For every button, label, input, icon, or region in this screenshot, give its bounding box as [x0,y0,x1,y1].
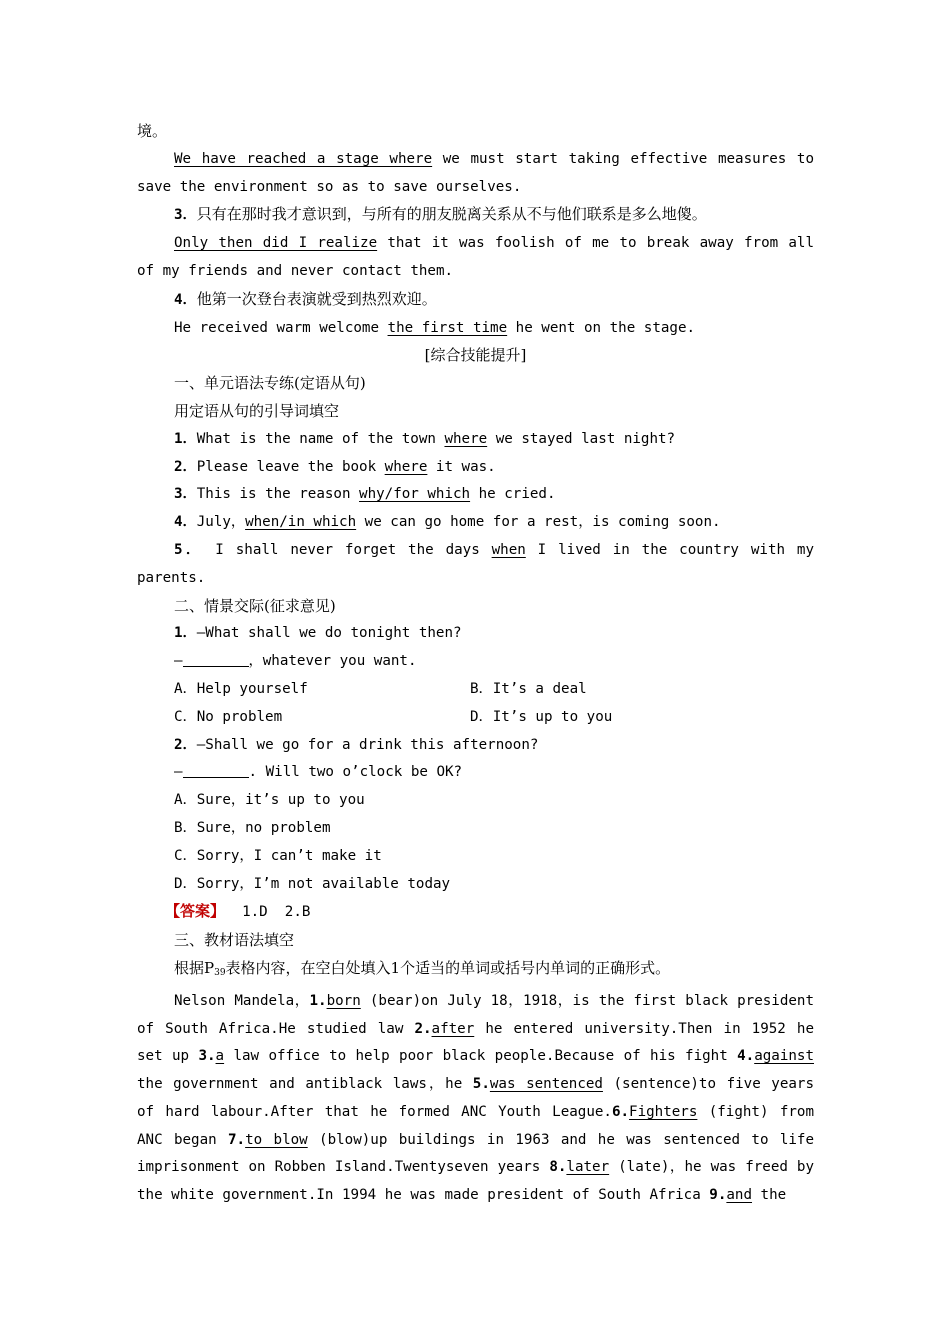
answer-underline: was sentenced [489,1076,603,1093]
option-a: A．Sure，it’s up to you [174,792,365,809]
answer-line: 【答案】 1.D 2.B [165,902,311,921]
option-b: B．It’s a deal [470,680,587,697]
passage-text: he entered university.Then in 1952 he set up [137,1020,814,1065]
fill-item: 4．July，when/in which we can go home for a rest，is coming soon. [174,514,721,531]
blank-number: 6. [611,1103,630,1120]
passage-text: (late)，he was freed by the white government.In 1994 he was made president of South Africa [137,1159,814,1204]
question-4-chinese: 4．他第一次登台表演就受到热烈欢迎。 [174,289,437,308]
passage-text: Nelson Mandela， [174,992,310,1009]
passage-text: (bear)on July 18，1918，is the first black president of South Africa.He studied law [137,992,814,1037]
passage-text: the [752,1187,787,1204]
grammar-fill-passage [137,988,814,1210]
translation-sentence-c: He received warm welcome the first time he went on the stage. [174,319,696,336]
blank-number: 7. [228,1131,246,1148]
answer-underline: a [215,1048,225,1065]
fill-item: 3．This is the reason why/for which he cried. [174,486,556,503]
answer-underline: where [444,430,488,447]
q2-response: — . Will two o’clock be OK? [137,759,814,787]
fill-item: 2．Please leave the book where it was. [174,458,496,475]
q1-options-row-2 [137,704,814,732]
part1-heading: 一、单元语法专练(定语从句) [174,374,366,393]
q1-prompt: 1．—What shall we do tonight then? [174,625,462,642]
part1-instruction: 用定语从句的引导词填空 [174,401,340,420]
q1-options-row-1 [137,676,814,704]
answer-underline: Fighters [629,1103,698,1120]
answer-underline: why/for which [359,486,471,503]
q1-response: — ，whatever you want. [137,648,814,676]
part2-heading: 二、情景交际(征求意见) [174,596,336,615]
answer-underline: born [326,992,361,1009]
answer-underline: where [384,458,428,475]
blank-number: 2. [414,1020,432,1037]
answer-underline: when/in which [245,514,357,531]
option-d: D．Sorry，I’m not available today [174,875,451,892]
translation-sentence-a: We have reached a stage where we must start taking effective measures to save the environment so as to save ourselves. [137,150,814,195]
answer-underline: We have reached a stage where [174,150,433,167]
passage-text: (sentence)to five years of hard labour.After that he formed ANC Youth League. [137,1076,814,1120]
blank-number: 4. [737,1048,755,1065]
passage-text: the government and antiblack laws，he [137,1076,473,1093]
answer-underline: after [431,1020,475,1037]
answer-blank [183,650,249,667]
section-title: [综合技能提升] [424,346,527,365]
blank-number: 9. [709,1187,727,1204]
fill-item: 5． I shall never forget the days when I lived in the country with my parents. [137,541,814,586]
part1-item-list [137,426,814,593]
answer-underline: to blow [245,1131,308,1148]
passage-text: (blow)up buildings in 1963 and he was sentenced to life imprisonment on Robben Island.Twentyseven years [137,1131,814,1176]
option-a: A．Help yourself [174,680,308,697]
part3-instruction: 根据$P_{39}$表格内容，在空白处填入1个适当的单词或括号内单词的正确形式。 [174,958,671,978]
blank-number: 3. [198,1048,216,1065]
answer-blank [183,761,249,778]
answer-underline: the first time [387,319,508,336]
passage-text: (fight) from ANC began [137,1103,814,1148]
fill-item: 1．What is the name of the town where we stayed last night? [174,430,676,447]
answer-underline: and [726,1187,753,1204]
blank-number: 1. [309,992,327,1009]
blank-number: 5. [472,1076,490,1093]
answer-underline: when [491,541,526,558]
passage-text: law office to help poor black people.Because of his fight [224,1048,738,1065]
q2-prompt: 2．—Shall we go for a drink this afternoon? [174,736,539,753]
question-3-chinese: 3．只有在那时我才意识到，与所有的朋友脱离关系从不与他们联系是多么地傻。 [174,205,707,224]
answer-underline: against [754,1048,814,1065]
answer-underline: later [566,1159,610,1176]
document-page [137,118,814,1210]
option-c: C．No problem [174,708,283,725]
blank-number: 8. [549,1159,567,1176]
option-d: D．It’s up to you [470,708,613,725]
option-b: B．Sure，no problem [174,819,331,836]
option-c: C．Sorry，I can’t make it [174,847,382,864]
answer-underline: Only then did I realize [174,235,378,252]
translation-sentence-b: Only then did I realize that it was foolish of me to break away from all of my friends and never contact them. [137,235,814,279]
answer-label: 【答案】 [165,902,226,921]
part3-heading: 三、教材语法填空 [174,931,295,950]
prev-sentence-tail: 境。 [137,122,168,140]
